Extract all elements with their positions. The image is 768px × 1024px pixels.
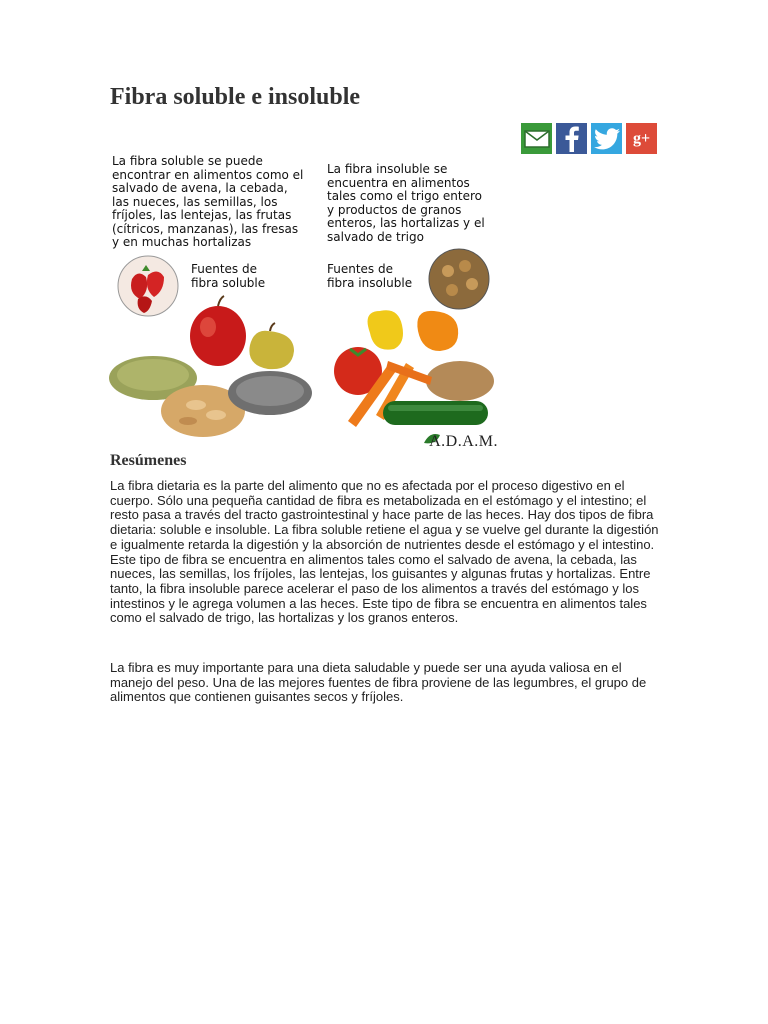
potato-image — [426, 361, 494, 401]
soluble-fiber-caption: La fibra soluble se puede encontrar en alimentos como el salvado de avena, la cebada, las nueces, las semillas, los fríjoles, las lentejas, las frutas (cítricos, manzanas), las fresas y en muchas hortalizas — [112, 154, 304, 249]
twitter-icon — [594, 128, 620, 150]
page-title: Fibra soluble e insoluble — [110, 84, 361, 110]
fiber-sources-illustration — [108, 153, 500, 453]
summary-paragraph-2: La fibra es muy importante para una dieta saludable y puede ser una ayuda valiosa en el manejo del peso. Una de las mejores fuentes de fibra proviene de las legumbres, el grupo de alimentos que contienen guisantes secos y fríjoles. — [110, 660, 647, 705]
google-plus-share-button[interactable] — [626, 123, 657, 154]
email-share-button[interactable] — [521, 123, 552, 154]
summary-paragraph-1: La fibra dietaria es la parte del alimento que no es afectada por el proceso digestivo en el cuerpo. Sólo una pequeña cantidad de fibra es metabolizada en el estómago y el intestino; el resto pasa a través del tracto gastrointestinal y hace parte de las heces. Hay dos tipos de fibra dietaria: soluble e insoluble. La fibra soluble retiene el agua y se vuelve gel durante la digestión e igualmente retarda la digestión y la absorción de nutrientes desde el estómago y el intestino. Este tipo de fibra se encuentra en alimentos tales como el salvado de avena, la cebada, las nueces, las semillas, los fríjoles, las lentejas, los guisantes y algunas frutas y hortalizas. Entre tanto, la fibra insoluble parece acelerar el paso de los alimentos a través del estómago y los intestinos y le agrega volumen a las heces. Este tipo de fibra se encuentra en alimentos tales como el salvado de trigo, las hortalizas y los granos enteros. — [110, 478, 659, 626]
wheat-bran-image — [429, 249, 489, 309]
section-heading: Resúmenes — [110, 452, 187, 469]
bell-peppers-image — [368, 310, 459, 351]
apple-image — [190, 296, 246, 366]
twitter-share-button[interactable] — [591, 123, 622, 154]
cucumber-image — [383, 401, 488, 425]
email-icon — [524, 130, 550, 148]
facebook-icon — [563, 126, 581, 152]
google-plus-icon: g+ — [632, 129, 651, 147]
facebook-share-button[interactable] — [556, 123, 587, 154]
insoluble-sources-label: Fuentes de fibra insoluble — [327, 262, 413, 290]
strawberries-image — [118, 256, 178, 316]
adam-logo: A.D.A.M. — [429, 433, 498, 450]
pear-image — [249, 323, 294, 369]
soluble-sources-label: Fuentes de fibra soluble — [191, 262, 266, 290]
insoluble-fiber-caption: La fibra insoluble se encuentra en alimentos tales como el trigo entero y productos de granos enteros, las hortalizas y el salvado de trigo — [327, 162, 485, 244]
share-bar — [521, 123, 657, 154]
sunflower-seeds-image — [228, 371, 312, 415]
